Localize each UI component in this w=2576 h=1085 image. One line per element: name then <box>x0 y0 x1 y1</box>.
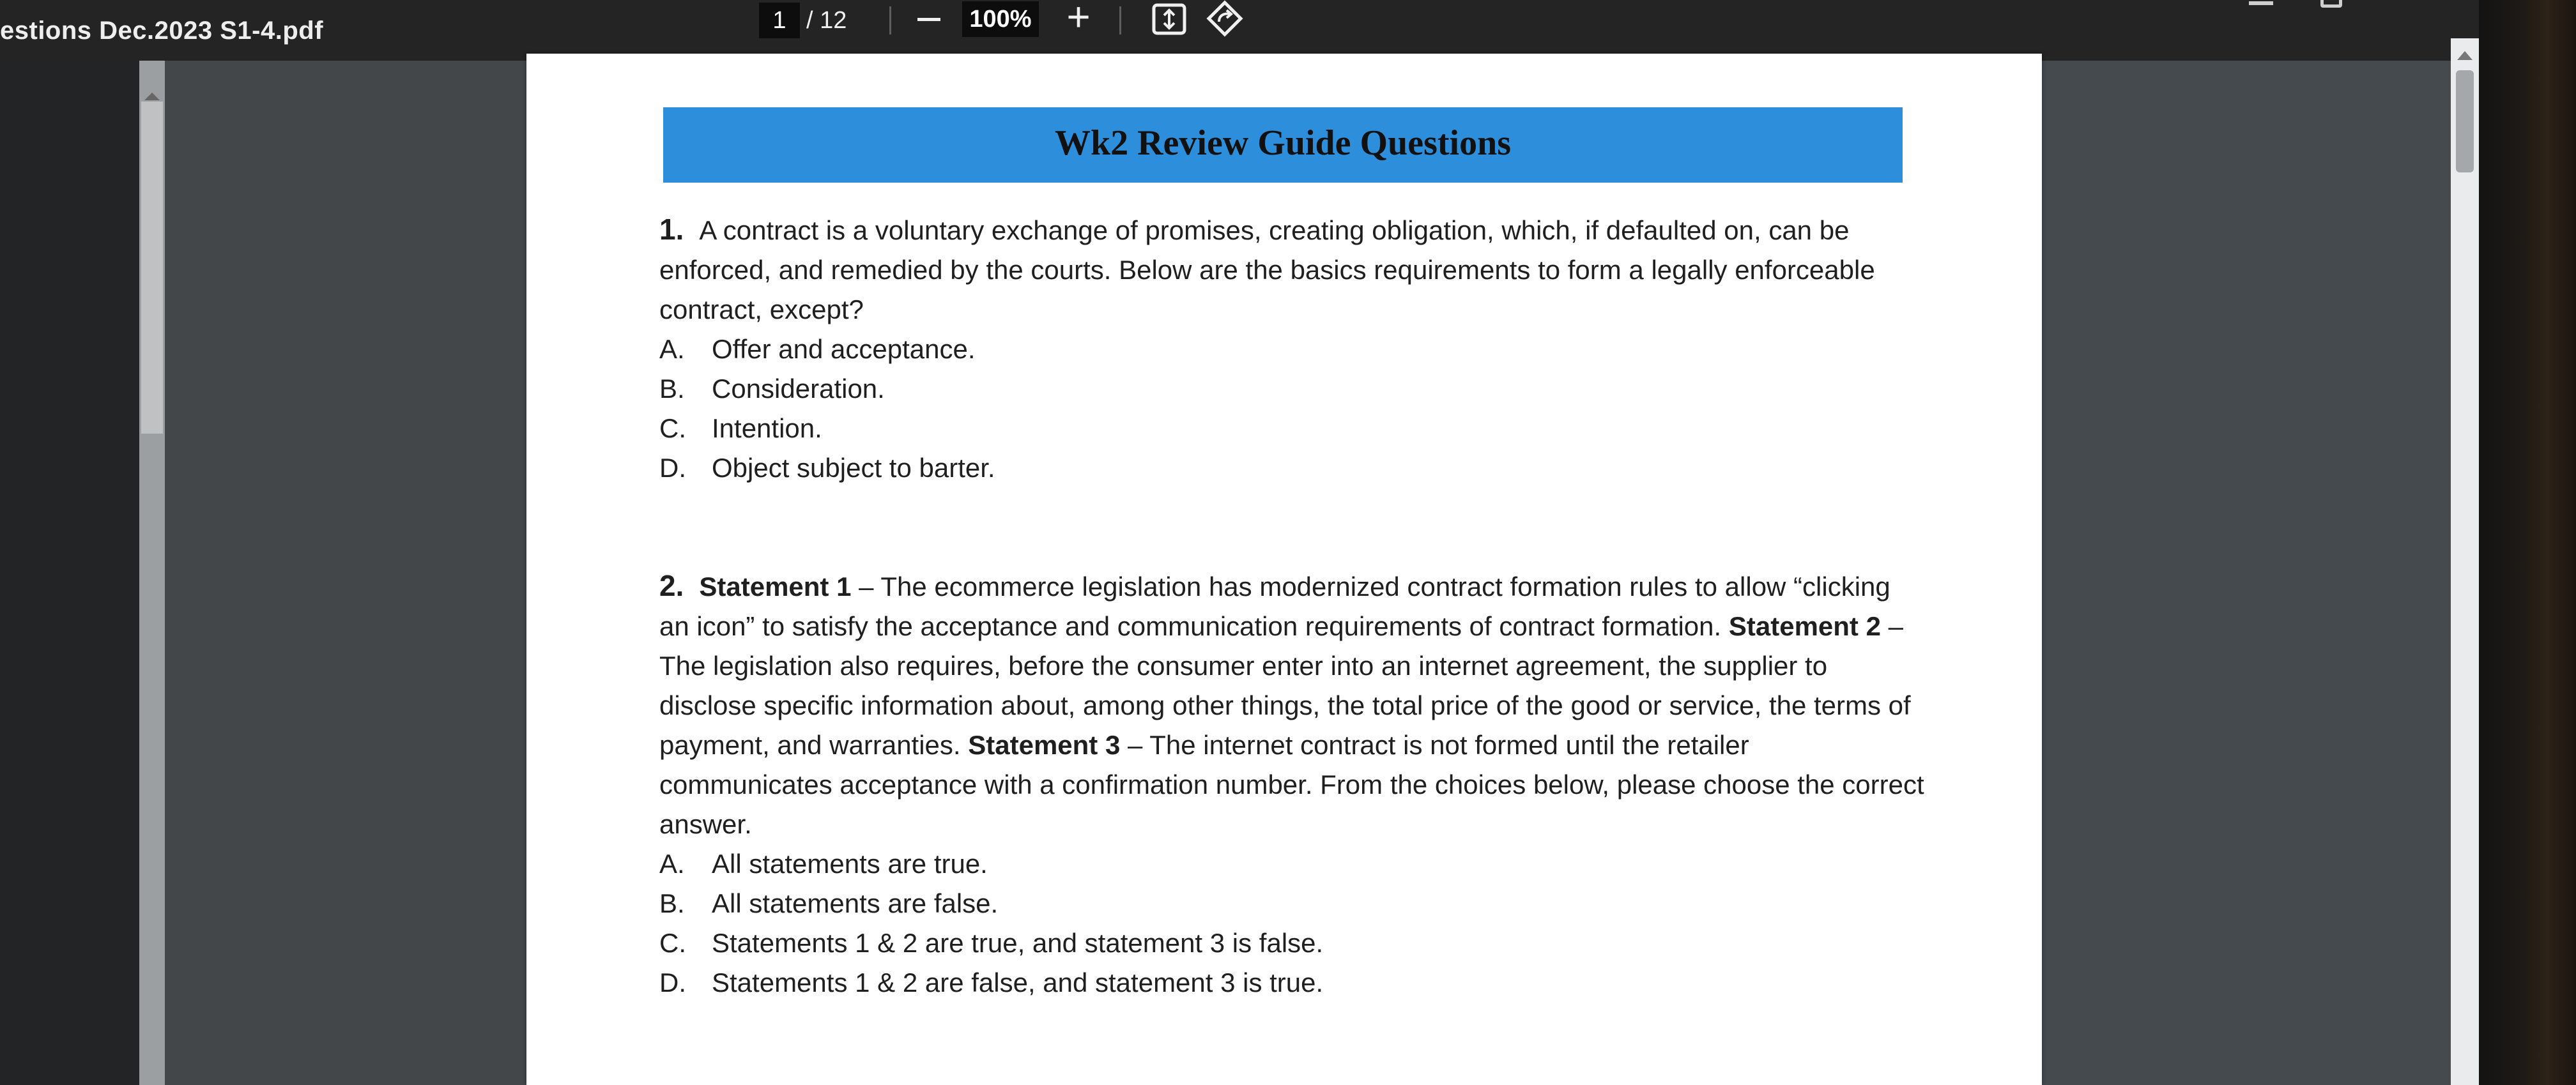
pdf-page <box>526 54 2042 1085</box>
answer-option <box>659 330 1924 369</box>
option-letter: C. <box>659 413 686 443</box>
question-1 <box>659 209 1924 488</box>
option-text: Statements 1 & 2 are true, and statement 3 is false. <box>712 928 1324 958</box>
statement-3-label: Statement 3 <box>968 730 1121 760</box>
scroll-up-icon[interactable] <box>144 93 160 100</box>
option-text: Statements 1 & 2 are false, and statement 3 is true. <box>712 967 1324 998</box>
answer-option <box>659 448 1924 488</box>
thumbnail-scrollbar[interactable] <box>139 61 165 1085</box>
page-number-input[interactable]: 1 <box>759 3 800 38</box>
option-text: All statements are true. <box>712 849 988 879</box>
minimize-window-icon[interactable] <box>2249 0 2274 8</box>
page-heading: Wk2 Review Guide Questions <box>663 107 1903 183</box>
option-text: All statements are false. <box>712 888 999 918</box>
maximize-window-icon[interactable] <box>2320 0 2342 8</box>
question-body: A contract is a voluntary exchange of promises, creating obligation, which, if defaulted on, can be enforced, and remedied by the courts. Below are the basics requirements to form a legally enforceable contract, except? <box>659 215 1875 324</box>
monitor-bezel <box>2479 0 2576 1085</box>
answer-option <box>659 369 1924 409</box>
toolbar-divider <box>889 6 891 34</box>
zoom-out-button[interactable] <box>912 0 948 38</box>
question-text <box>659 209 1924 330</box>
fit-page-icon[interactable] <box>1150 1 1188 38</box>
viewer-background-right <box>2042 61 2451 1085</box>
zoom-in-button[interactable]: + <box>1066 0 1091 40</box>
pdf-toolbar <box>0 0 2479 61</box>
question-number: 1. <box>659 213 684 246</box>
viewer-background-left <box>165 61 526 1085</box>
option-letter: D. <box>659 453 686 483</box>
option-text: Object subject to barter. <box>712 453 995 483</box>
answer-option <box>659 409 1924 448</box>
option-text: Intention. <box>712 413 822 443</box>
statement-1-label: Statement 1 <box>699 572 852 602</box>
option-letter: D. <box>659 967 686 998</box>
option-letter: A. <box>659 334 685 364</box>
scroll-up-icon[interactable] <box>2457 51 2472 60</box>
page-total-label: / 12 <box>806 7 847 34</box>
toolbar-divider <box>1119 6 1121 34</box>
document-title-tab[interactable]: estions Dec.2023 S1-4.pdf <box>0 17 324 45</box>
answer-option <box>659 923 1924 963</box>
vertical-scrollbar[interactable] <box>2451 38 2479 1085</box>
statement-3-text: – The internet contract is not formed until the retailer communicates acceptance with a confirmation number. From the choices below, please choose the correct answer. <box>659 730 1924 839</box>
statement-1-text: – The ecommerce legislation has modernized contract formation rules to allow “clicking an icon” to satisfy the acceptance and communication requirements of contract formation. <box>659 572 1890 641</box>
thumbnail-panel <box>0 61 139 1085</box>
answer-option <box>659 884 1924 923</box>
zoom-level-input[interactable]: 100% <box>962 1 1039 37</box>
option-text: Offer and acceptance. <box>712 334 976 364</box>
answer-option <box>659 844 1924 884</box>
answer-option <box>659 963 1924 1003</box>
question-number: 2. <box>659 569 684 602</box>
rotate-icon[interactable] <box>1204 0 1246 38</box>
option-letter: B. <box>659 888 685 918</box>
statement-2-label: Statement 2 <box>1728 611 1881 641</box>
statement-2-text: – The legislation also requires, before the consumer enter into an internet agreement, the supplier to disclose specific information about, among other things, the total price of the good or service, the terms of payment, and warranties. <box>659 611 1911 760</box>
option-letter: C. <box>659 928 686 958</box>
option-text: Consideration. <box>712 374 885 404</box>
scrollbar-thumb[interactable] <box>2456 70 2474 172</box>
option-letter: B. <box>659 374 685 404</box>
question-text <box>659 566 1924 844</box>
option-letter: A. <box>659 849 685 879</box>
question-2 <box>659 566 1924 1003</box>
scrollbar-thumb[interactable] <box>141 102 163 434</box>
